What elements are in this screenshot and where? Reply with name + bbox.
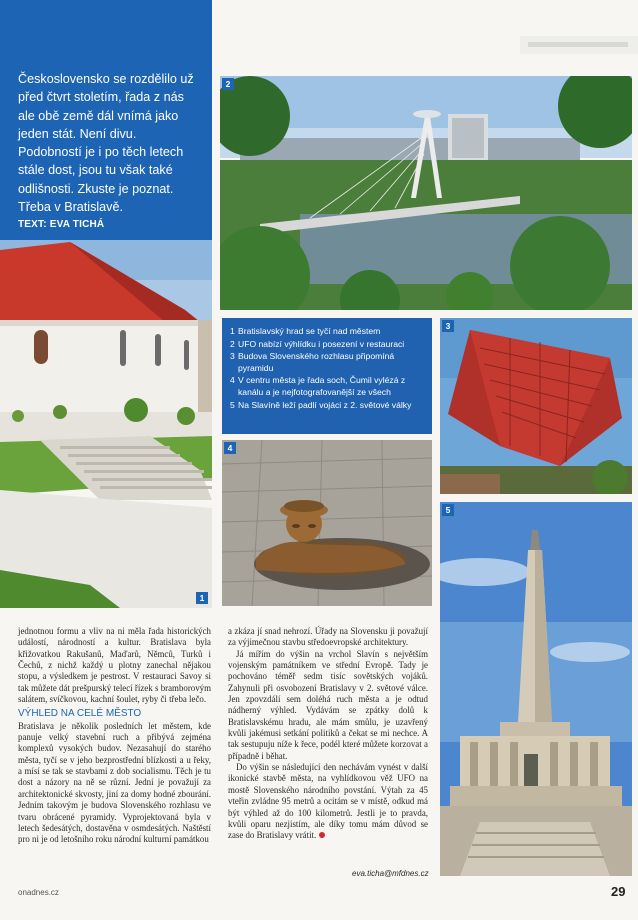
caption-item: 3 Budova Slovenského rozhlasu připomíná pyramidu	[230, 351, 395, 373]
article-paragraph-last: Do výšin se následující den nechávám vynést v další ikonické stavbě města, na vyhlídkovou věž UFO na mostě Slovenského národního povstání. Výtah za 45 vteřin zvládne 95 metrů a ocitám se v místě, odkud má být výhled až do 100 kilometrů. Jestli je to pravda, kvůli oparu nezjistím, ale díky tomu mám důvod se zase do Bratislavy vrátit.	[228, 762, 428, 841]
author-credit: TEXT: EVA TICHÁ	[18, 219, 105, 231]
photo-number-badge: 2	[222, 78, 234, 90]
photo-slavin-memorial	[440, 502, 632, 876]
photo-ufo-bridge	[220, 76, 632, 310]
photo-castle	[0, 240, 212, 608]
castle-illustration	[0, 240, 212, 608]
intro-block	[0, 0, 212, 258]
slavin-memorial-illustration	[440, 502, 632, 876]
footer-website[interactable]: onadnes.cz	[18, 888, 59, 897]
article-paragraph: Já mířím do výšin na vrchol Slavín s největším vojenským památníkem ve střední Evropě. Tady je pochováno téměř sedm tisíc sovětských vojáků. Zahynuli při osvobození Bratislavy v 2. světové válce. Jen zpovzdálí sem doléhá ruch města a je odtud nádherný výhled. Vydávám se zpátky dolů k Bratislavskému hradu, ale mám smůlu, je uzavřený kvůli jakémusi setkání politiků a čekat se mi nechce. A tak sestupuju níže k řece, podél které můžete korzovat a případně i běhat.	[228, 648, 428, 761]
article-paragraph: a zkáza jí snad nehrozí. Úřady na Slovensku ji považují za výjimečnou stavbu středoevropské architektury.	[228, 626, 428, 648]
intro-lede: Československo se rozdělilo už před čtvrt stoletím, řada z nás ale obě země dál vnímá jako jeden stát. Není divu. Podobností je i po těch letech stále dost, jsou tu však také odlišnosti. Zkuste je poznat. Třeba v Bratislavě.	[18, 72, 194, 215]
article-column-1	[18, 626, 211, 846]
cumil-statue-illustration	[222, 440, 432, 606]
photo-radio-building	[440, 318, 632, 494]
photo-cumil-statue	[222, 440, 432, 606]
photo-captions	[222, 318, 432, 434]
article-paragraph: jednotnou formu a vliv na ni měla řada historických událostí, národností a kultur. Bratislava byla křižovatkou Rakušanů, Maďarů, Němců, Turků i Čechů, z nichž každý u plotny zanechal nějakou stopu, a výsledkem je pestrost. V restauraci Savoy si tak můžete dát prešpurský telecí řízek s bramborovým salátem, svíčkovou, kachní šoulet, ryby či třeba lečo.	[18, 626, 211, 705]
ufo-bridge-illustration	[220, 76, 632, 310]
caption-item: 2 UFO nabízí výhlídku i posezení v restauraci	[230, 338, 405, 349]
caption-item: 1 Bratislavský hrad se tyčí nad městem	[230, 326, 381, 336]
article-column-2	[228, 626, 428, 842]
article-subheading: VÝHLED NA CELÉ MĚSTO	[18, 708, 142, 720]
caption-item: 5 Na Slavíně leží padlí vojáci z 2. světové války	[230, 399, 412, 410]
page-edge-strip	[520, 36, 638, 54]
photo-number-badge: 1	[196, 592, 208, 604]
photo-number-badge: 4	[224, 442, 236, 454]
photo-number-badge: 3	[442, 320, 454, 332]
radio-building-illustration	[440, 318, 632, 494]
photo-number-badge: 5	[442, 504, 454, 516]
page-number: 29	[611, 884, 626, 899]
article-paragraph: Bratislava je několik posledních let městem, kde panuje velký stavební ruch a přibývá zejména komplexů vysokých budov. Nezasahují do starého města, tyčí se v jeho bezprostřední blízkosti a u řeky, a mísí se tak se stavbami z dob socialismu. Těch je tu dost a názory na ně se různí. Jední je považují za architektonické skvosty, jiní za domy hodné zbourání. Jedním takovým je budova Slovenského rozhlasu ve tvaru obrácené pyramidy. Vyprojektovaná byla v letech šedesátých, dostavěna v osmdesátých. Naštěstí pro ni je od letošního roku národní kulturní památkou	[18, 720, 211, 845]
caption-item: 4 V centru města je řada soch, Čumil vylézá z kanálu a je nejfotografovanější ze všech	[230, 375, 406, 397]
author-email[interactable]: eva.ticha@mfdnes.cz	[352, 869, 429, 878]
end-mark-icon	[319, 832, 325, 838]
